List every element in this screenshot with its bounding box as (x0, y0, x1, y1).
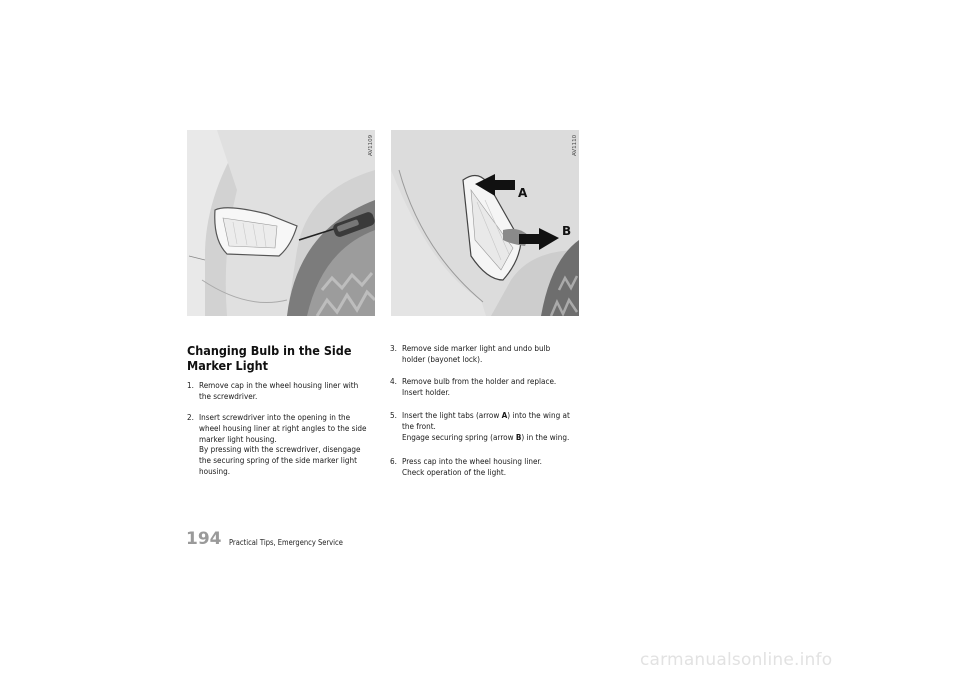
section-heading (187, 343, 377, 373)
step-6 (390, 456, 580, 478)
arrow-label-b: B (562, 224, 572, 238)
marker-light-drawing (391, 130, 579, 316)
step-line: Remove side marker light and undo bulb (402, 343, 551, 353)
watermark: carmanualsonline.info (640, 650, 833, 670)
illustration-screwdriver (187, 130, 375, 316)
step-number: 2. (187, 412, 194, 422)
step-line: Insert screwdriver into the opening in the (199, 412, 351, 422)
step-line: holder (bayonet lock). (402, 353, 483, 364)
step-line: Check operation of the light. (402, 466, 507, 477)
figure-code: AV1109 (368, 134, 374, 156)
section-title: Practical Tips, Emergency Service (229, 538, 343, 547)
figure-code: AV1110 (572, 134, 578, 156)
step-line: Insert holder. (402, 386, 450, 397)
arrow-ref-b: B (515, 431, 522, 442)
step-line: By pressing with the screwdriver, disengage (199, 444, 361, 455)
step-line: wheel housing liner at right angles to the side (199, 422, 367, 433)
step-number: 4. (390, 376, 397, 386)
fender-drawing (187, 130, 375, 316)
step-line: Insert the light tabs (arrow A) into the wing at (402, 410, 570, 420)
step-3 (390, 343, 580, 365)
step-line: housing. (199, 465, 231, 476)
step-4 (390, 376, 580, 398)
step-line: marker light housing. (199, 433, 277, 444)
step-5 (390, 410, 580, 442)
step-line: Engage securing spring (arrow B) in the wing. (402, 431, 570, 442)
step-2 (187, 412, 377, 477)
step-number: 1. (187, 380, 194, 390)
step-line: Remove cap in the wheel housing liner with (199, 380, 359, 390)
heading-line: Marker Light (187, 358, 269, 373)
step-number: 5. (390, 410, 397, 420)
step-line: the front. (402, 420, 436, 431)
illustration-marker-light-removal (391, 130, 579, 316)
step-line: the securing spring of the side marker light (199, 455, 357, 466)
step-number: 6. (390, 456, 397, 466)
page-number: 194 (186, 529, 222, 549)
step-number: 3. (390, 343, 397, 353)
step-line: Press cap into the wheel housing liner. (402, 456, 542, 466)
arrow-ref-a: A (501, 410, 508, 420)
step-line: Remove bulb from the holder and replace. (402, 376, 557, 386)
step-1 (187, 380, 377, 402)
arrow-label-a: A (518, 186, 528, 200)
step-line: the screwdriver. (199, 390, 258, 401)
heading-line: Changing Bulb in the Side (187, 343, 352, 358)
